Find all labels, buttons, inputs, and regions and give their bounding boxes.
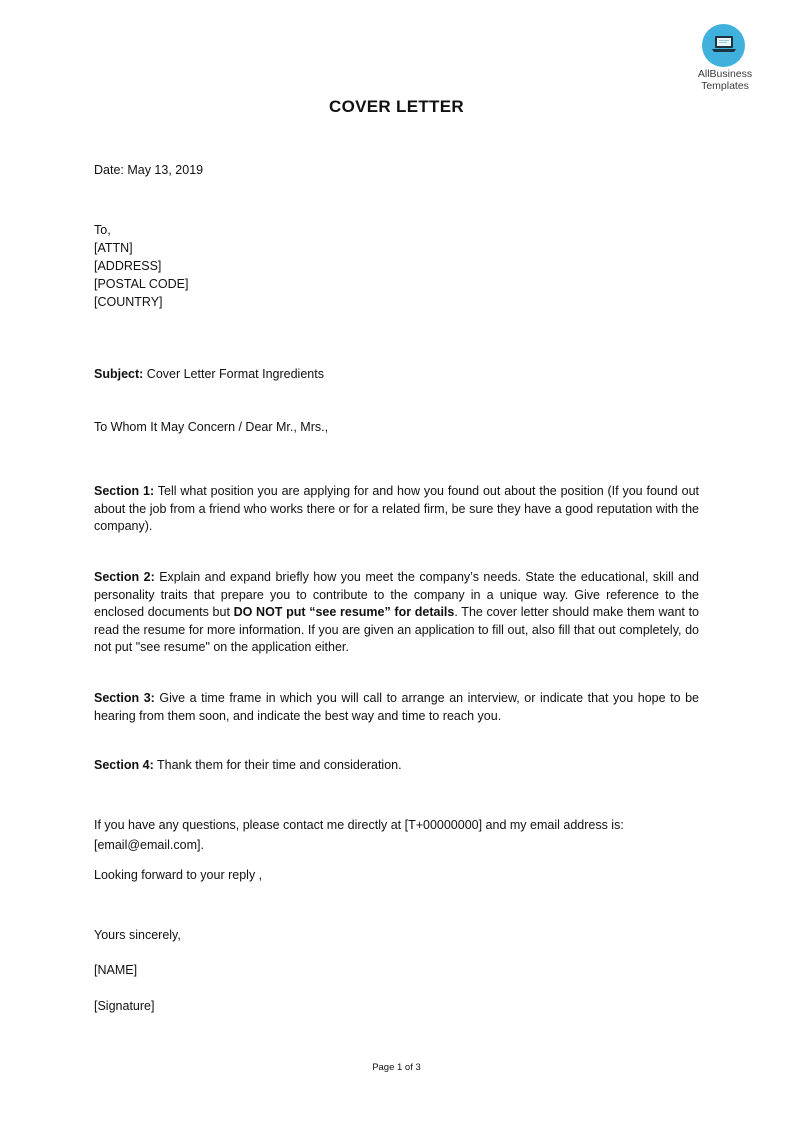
section-3-paragraph xyxy=(94,690,699,725)
section-2-label: Section 2: xyxy=(94,570,155,584)
logo-wordmark xyxy=(690,68,760,92)
recipient-country: [COUNTRY] xyxy=(94,295,163,309)
page-number: Page 1 of 3 xyxy=(372,1062,421,1073)
laptop-icon xyxy=(711,33,737,55)
section-2-text-b: . The cover letter should make them want to read the resume for more information. If you are given an application to fill out, also fill that out completely, do not put "see resume" on the application either. xyxy=(94,605,699,654)
section-4-paragraph xyxy=(94,756,402,774)
section-2-text-a: Explain and expand briefly how you meet the company’s needs. State the educational, skill and personality traits that prepare you to contribute to the company in a unique way. Give reference to the enclosed documents but xyxy=(94,570,699,619)
recipient-to: To, xyxy=(94,223,111,237)
contact-line-1: If you have any questions, please contact me directly at [T+00000000] and my email address is: xyxy=(94,818,624,832)
section-1-label: Section 1: xyxy=(94,484,155,498)
laptop-logo-badge xyxy=(702,24,745,67)
section-1-paragraph xyxy=(94,483,699,536)
section-1-text: Tell what position you are applying for and how you found out about the position (If you found out about the job from a friend who works there or for a related firm, be sure they have a good reputation with the company). xyxy=(94,484,699,533)
closing-forward: Looking forward to your reply , xyxy=(94,868,263,882)
allbusiness-templates-logo xyxy=(690,22,770,94)
sender-signature: [Signature] xyxy=(94,999,155,1013)
logo-line-1: AllBusiness xyxy=(697,68,753,80)
logo-line-2: Templates xyxy=(701,80,749,92)
closing-sincerely: Yours sincerely, xyxy=(94,928,181,942)
letter-date: Date: May 13, 2019 xyxy=(94,163,204,177)
recipient-postal-code: [POSTAL CODE] xyxy=(94,277,189,291)
section-3-label: Section 3: xyxy=(94,691,155,705)
section-3-text: Give a time frame in which you will call to arrange an interview, or indicate that you hope to be hearing from them soon, and indicate the best way and time to reach you. xyxy=(94,691,699,723)
subject-line xyxy=(94,365,324,383)
subject-label: Subject: xyxy=(94,367,144,381)
sender-name: [NAME] xyxy=(94,963,138,977)
contact-email: [email@email.com]. xyxy=(94,838,204,852)
recipient-address: [ADDRESS] xyxy=(94,259,162,273)
subject-text: Cover Letter Format Ingredients xyxy=(143,367,324,381)
recipient-attn: [ATTN] xyxy=(94,241,133,255)
page-title: COVER LETTER xyxy=(329,97,464,116)
section-4-label: Section 4: xyxy=(94,758,154,772)
section-4-text: Thank them for their time and consideration. xyxy=(153,758,402,772)
section-2-emphasis: DO NOT put “see resume” for details xyxy=(233,605,455,619)
salutation: To Whom It May Concern / Dear Mr., Mrs., xyxy=(94,420,329,434)
section-2-paragraph xyxy=(94,569,699,657)
